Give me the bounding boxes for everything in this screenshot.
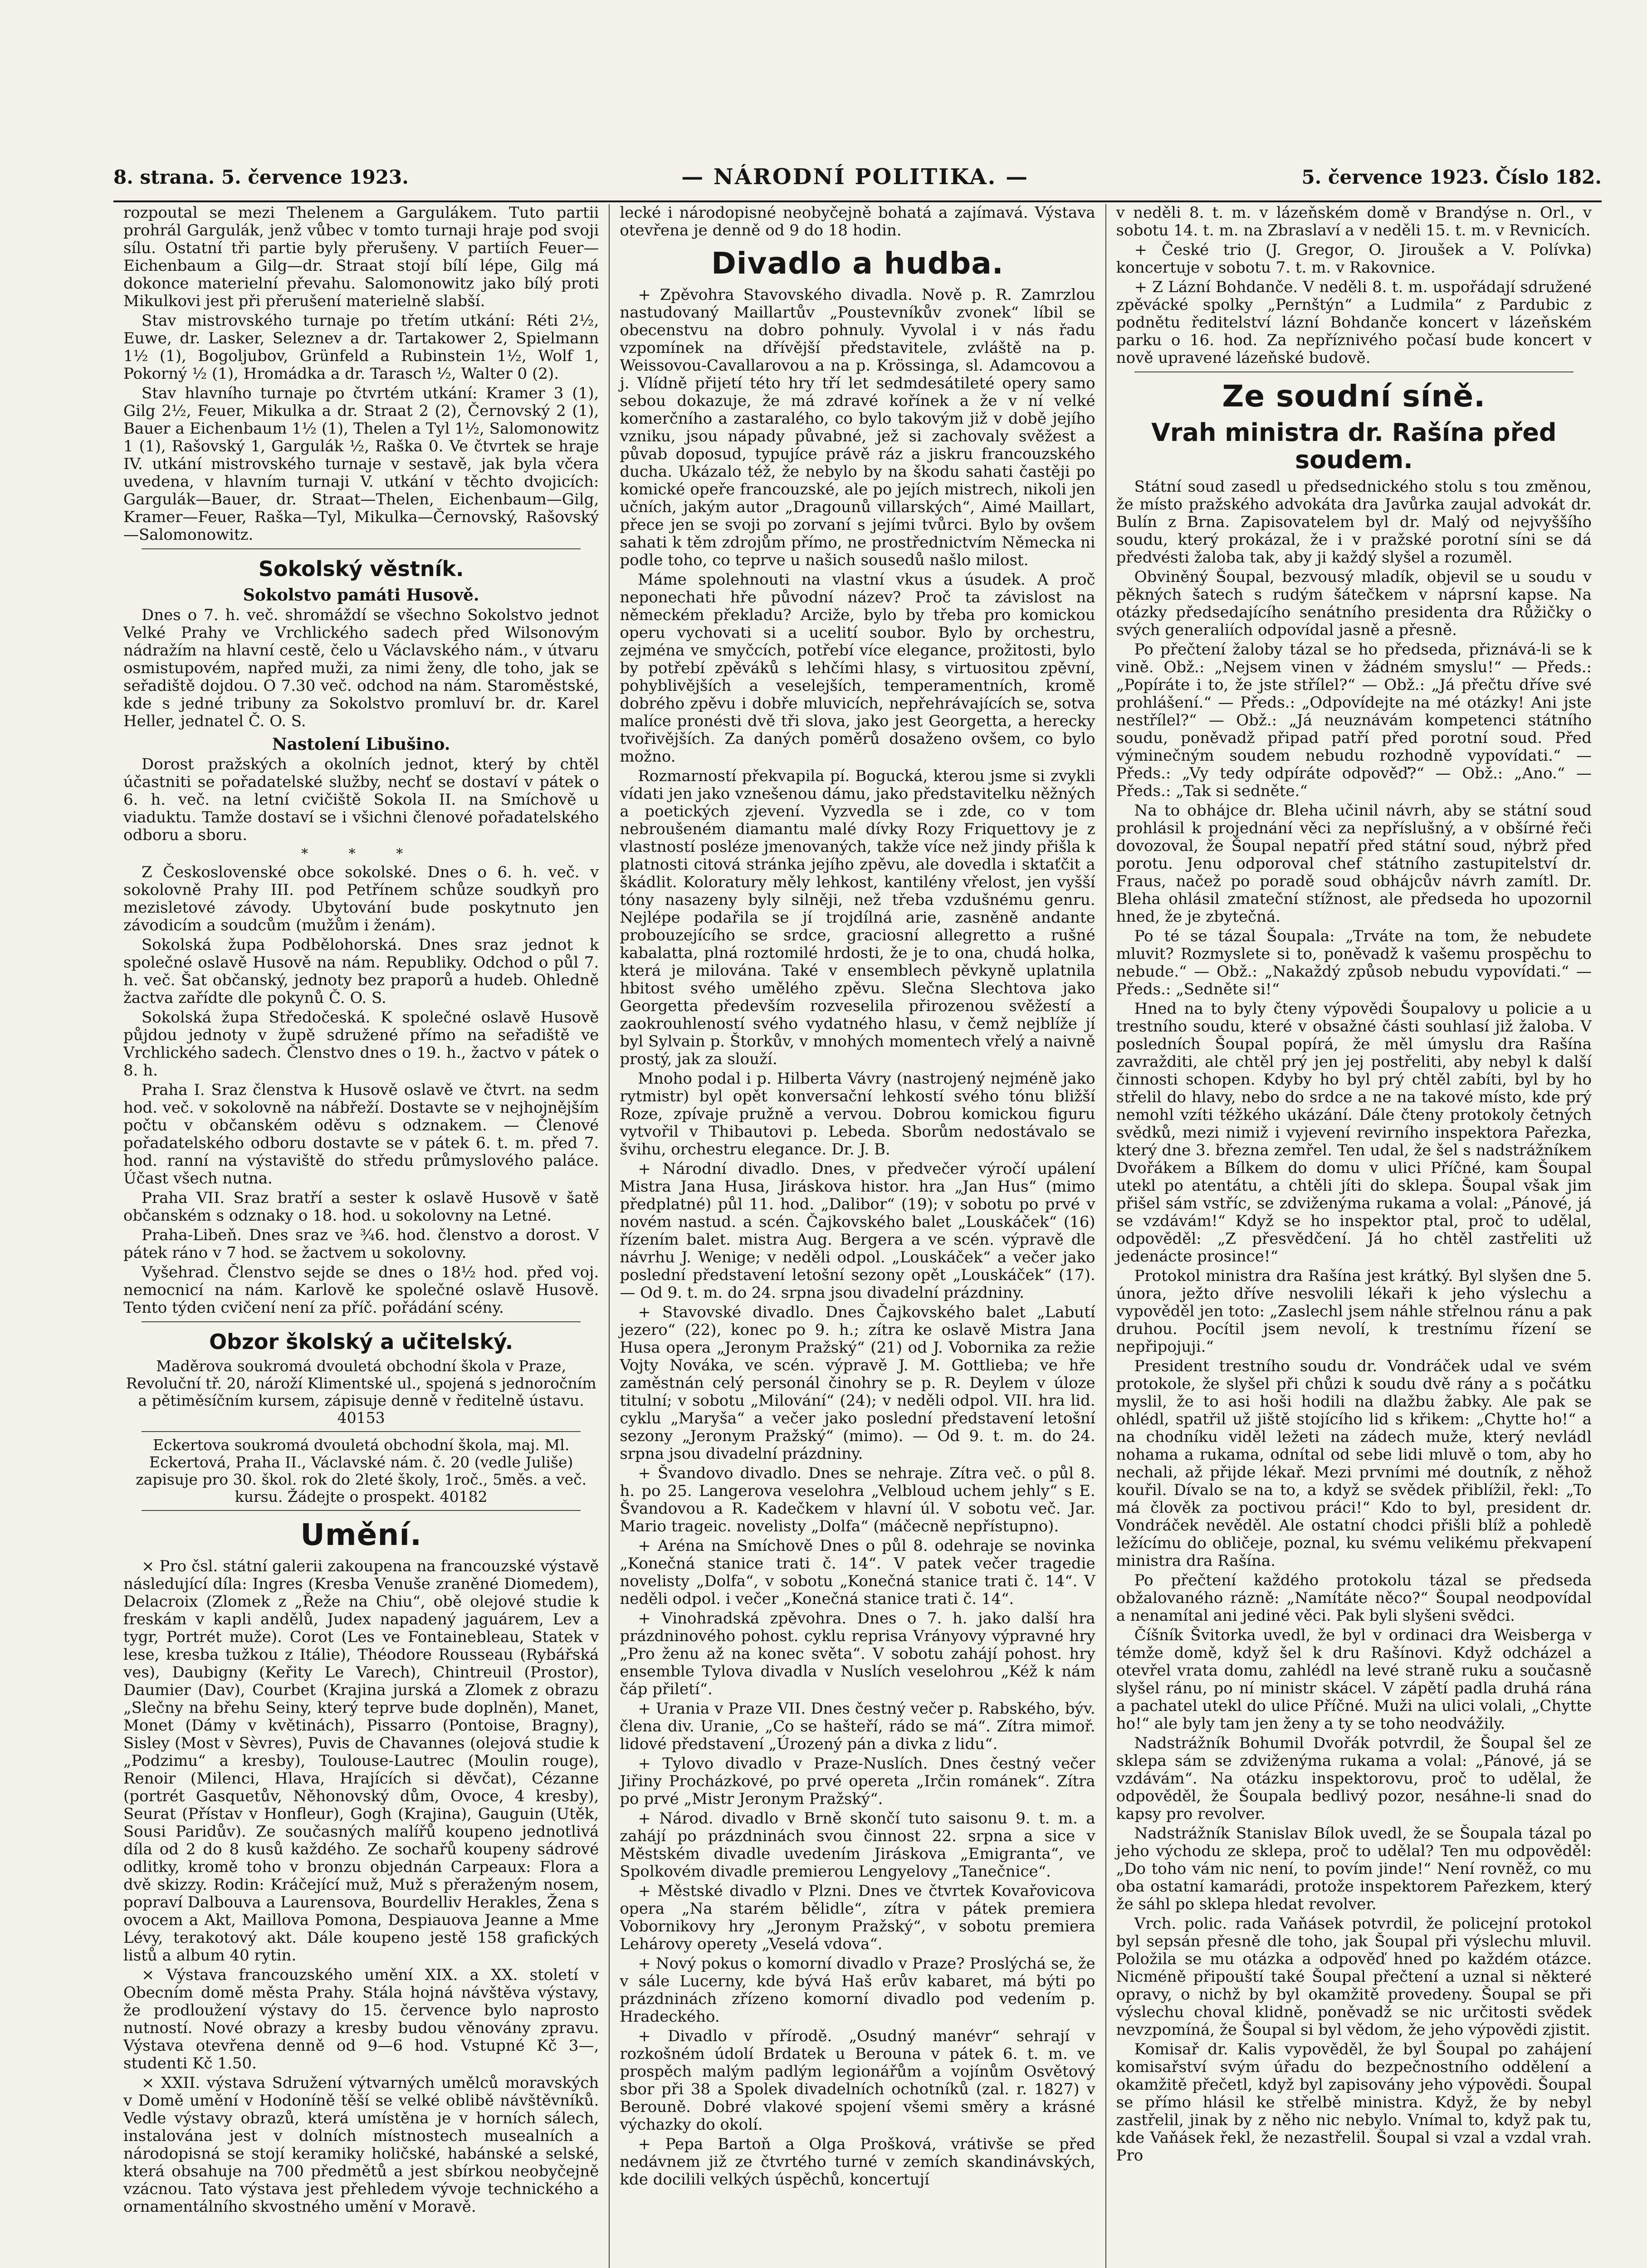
vysehrad-paragraph: Vyšehrad. Členstvo sejde se dnes o 18½ hod. před voj. nemocnicí na nám. Karlově ke společné oslavě Husově. Tento týden cvičení není za příč. pořádání scény. xyxy=(123,1263,599,1317)
umeni-paragraph-1: × Pro čsl. státní galerii zakoupena na francouzské výstavě následující díla: Ingres (Kresba Venuše zraněné Diomedem), Delacroix (Zlomek z „Řeže na Chiu“, obě olejové studie k freskám v kapli andělů, Judex napadený jaguárem, Lev a tygr, Portrét muže). Corot (Les ve Fontainebleau, Statek v lese, kresba tužkou z Itálie), Théodore Rousseau (Rybářská ves), Daubigny (Keřity Le Varech), Chintreuil (Prostor), Daumier (Dav), Courbet (Krajina jurská a Zlomek z obrazu „Slečny na břehu Seiny, který teprve bude doplněn), Manet, Monet (Dámy v květinách), Pissarro (Pontoise, Bragny), Sisley (Most v Sèvres), Puvis de Chavannes (olejová studie k „Podzimu“ a kresby), Toulouse-Lautrec (Moulin rouge), Renoir (Milenci, Hlava, Hrajících si děvčat), Cézanne (portrét Gasquetův, Něhonovský dům, Ovoce, 4 kresby), Seurat (Přístav v Honfleur), Gogh (Krajina), Gauguin (Utěk, Sousi Paridův). Ze současných malířů koupeno jednotlivá díla od 2 do 8 kusů každého. Ze sochařů koupeny sádrové odlitky, kromě toho v bronzu objednán Carpeaux: Flora a dvě skizzy. Rodin: Kráčející muž, Muž s přeraženým nosem, popraví Dalbouva a Laurensova, Bourdelliv Herakles, Žena s ovocem a Akt, Maillova Pomona, Despiauova Jeanne a Mme Lévy, terakotový akt. Dále koupeno jestě 158 grafických listů a album 40 rytin. xyxy=(123,1557,599,1965)
podbelohorska-paragraph: Sokolská župa Podbělohorská. Dnes sraz jednot k společné oslavě Husově na nám. Republiky. Odchod o půl 7. h. več. Šat občanský, jednoty bez praporů a hudeb. Ohledně žactva zařídte dle pokynů Č. O. S. xyxy=(123,936,599,1007)
zpevohra-paragraph-4: Mnoho podal i p. Hilberta Vávry (nastrojený nejméně jako rytmistr) byl opět konversační lehkostí svého tónu bližší Roze, zpívaje pružně a vervou. Dobrou komickou figuru vytvořil v Thibautovi p. Lebeda. Sborům nedostávalo se švihu, orchestru elegance. Dr. J. B. xyxy=(620,1070,1095,1158)
soud-paragraph-5: Po té se tázal Šoupala: „Trváte na tom, že nebudete mluvit? Rozmyslete si to, poněvadž k vašemu prospěchu to nebude.“ — Obž.: „Nakaždý způsob nebudu vypovídati.“ — Předs.: „Sedněte si!“ xyxy=(1116,927,1592,998)
soud-paragraph-11: Nadstrážník Bohumil Dvořák potvrdil, že Šoupal šel ze sklepa sám se zdviženýma rukama a volal: „Pánové, já se vzdávám“. Na otázku inspektorovu, proč to udělal, že odpověděl, že Šoupala bedlivý pozor, nesáhne-li snad do kapsy pro revolver. xyxy=(1116,1734,1592,1823)
zpevohra-paragraph-2: Máme spolehnouti na vlastní vkus a úsudek. A proč neponechati hře původní název? Proč ta závislost na německém překladu? Arciže, bylo by třeba pro komickou operu vychovati si a ucelití soubor. Bylo by orchestru, zejména ve smyčcích, potřebí více elegance, prožitosti, bylo by potřebí zpěváků s lehčími hlasy, s virtuositou zpěvní, pohyblivějších a veselejších, temperamentních, kromě dobrého zpěvu i dobře mluvicích, nepřehrávajících se, sotva malíce pronésti dvě tři slova, jako jest Georgetta, a herecky tvořivějších. Za daných poměrů dosaženo ovšem, co bylo možno. xyxy=(620,571,1095,766)
header-left: 8. strana. 5. července 1923. xyxy=(113,166,409,188)
urania-paragraph: + Urania v Praze VII. Dnes čestný večer p. Rabského, býv. člena div. Uranie, „Co se hašteří, rádo se má“. Zítra mimoř. lidové představení „Úrozený pán a divka z lidu“. xyxy=(620,1700,1095,1753)
exhibition-tail: lecké i národopisné neobyčejně bohatá a zajímavá. Výstava otevřena je denně od 9 do 18 hodin. xyxy=(620,204,1095,240)
chess-report: rozpoutal se mezi Thelenem a Gargulákem. Tuto partii prohrál Gargulák, jenž vůbec v tomto turnaji hraje pod svoji sílu. Ostatní tři partie byly přerušeny. V partiích Feuer—Eichenbaum a Gilg—dr. Straat stojí bílí lépe, Gilg má dokonce materielní převahu. Salomonowitz jako bílý proti Mikulkovi jest při přerušení materielně slabší. xyxy=(123,204,599,310)
umeni-paragraph-3: × XXII. výstava Sdružení výtvarných umělců moravských v Domě umění v Hodoníně těší se velké oblibě návštěvníků. Vedle výstavy obrazů, která umístěna je v horních sálech, instalována jest v dolních místnostech musealních a národopisná se stojí keramiky holičské, habánské a selské, která obsahuje na 700 předmětů a jest sbírkou neobyčejně vzácnou. Tato výstava jest přehledem vývoje technického a ornamentálního skvostného umění v Moravě. xyxy=(123,2074,599,2216)
stars-divider: * * * xyxy=(301,846,421,862)
soud-paragraph-13: Vrch. polic. rada Vaňásek potvrdil, že policejní protokol byl sepsán přesně dle toho, jak Šoupal při výslechu mluvil. Položila se mu otázka a odpověď hned po každém otázce. Nicméně připouští také Šoupal přečtení a uznal si některé opravy, o nichž by byl okamžitě provedeny. Šoupal se při výslechu choval klidně, poněvadž se nic určitosti svědek nevzpomíná, že Šoupal si byl vědom, že jeho výpovědi zjistit. xyxy=(1116,1915,1592,2039)
sokol-subheading: Sokolstvo památi Husově. xyxy=(243,586,479,605)
tylovo-paragraph: + Tylovo divadlo v Praze-Nuslích. Dnes čestný večer Jiřiny Procházkové, po prvé opereta „Irčin románek“. Zítra po prvé „Mistr Jeronym Pražský“. xyxy=(620,1755,1095,1808)
sokol-heading: Sokolský věstník. xyxy=(258,557,464,581)
column-3 xyxy=(1106,204,1602,2268)
school-ad-madera: Maděrova soukromá dvouletá obchodní škola v Praze, Revoluční tř. 20, nároží Klimentské ul., spojená s jednoročním a pětiměsíčním kursem, zápisuje denně v ředitelně ústavu. 40153 xyxy=(126,1357,596,1427)
divider xyxy=(142,1510,581,1511)
praha1-paragraph: Praha I. Sraz členstva k Husově oslavě ve čtvrt. na sedm hod. več. v sokolovně na nábřeží. Dostavte se v nejhojnějším počtu v občanském oděvu s odznakem. — Členové pořadatelského odboru dostavte se v pátek 6. t. m. před 7. hod. ranní na výstaviště do středu průmyslového paláce. Účast všech nutna. xyxy=(123,1081,599,1188)
column-1 xyxy=(113,204,610,2268)
soud-paragraph-7: Protokol ministra dra Rašína jest krátký. Byl slyšen dne 5. února, ježto dříve nesvolili lékaři k jeho výslechu a vypověděl jen toto: „Zaslechl jsem náhle střelnou ránu a pak druhou. Pocítil jsem nevolí, k trestnímu řízení se nepřipojuji.“ xyxy=(1116,1267,1592,1356)
komorni-paragraph: + Nový pokus o komorní divadlo v Praze? Proslýchá se, že v sále Lucerny, kde bývá Haš erův kabaret, má býti po prázdninách zřízeno komorní divadlo pod vedením p. Hradeckého. xyxy=(620,1955,1095,2026)
bohdanec-paragraph: + Z Lázní Bohdanče. V neděli 8. t. m. uspořádají sdružené zpěvácké spolky „Pernštýn“ a Ludmila“ z Pardubic z podnětu ředitelství lázní Bohdanče koncert v lázeňském parku o 16. hod. Za nepříznivého počasí bude koncert v nově upravené lázeňské budově. xyxy=(1116,278,1592,367)
columns xyxy=(113,204,1602,2268)
umeni-paragraph-2: × Výstava francouzského umění XIX. a XX. století v Obecním domě města Prahy. Stála hojná návštěva výstavy, že prodloužení výstavy do 15. července bylo naprosto nutností. Nové obrazy a kresby budou věnovány zpravu. Výstava otevřena denně od 9—6 hod. Vstupné Kč 3—, studenti Kč 1.50. xyxy=(123,1966,599,2072)
divadlo-heading: Divadlo a hudba. xyxy=(711,246,1004,281)
pepa-bartone-paragraph: + Pepa Bartoň a Olga Prošková, vrátivše se před nedávnem již ze čtvrtého turné v zemích skandinávských, kde docilili velkých úspěchů, koncertují xyxy=(620,2135,1095,2189)
umeni-heading: Umění. xyxy=(300,1517,422,1552)
soud-paragraph-4: Na to obhájce dr. Bleha učinil návrh, aby se státní soud prohlásil k projednání věci za nepříslušný, a v obšírné řeči dovozoval, že Šoupal nepatří před státní soud, nýbrž před porotu. Jenu odporoval chef státního zastupitelství dr. Fraus, načež po poradě soud obhájcův návrh zamítl. Dr. Bleha ohlásil zmateční stížnost, ale předseda ho upozornil hned, že je zbytečná. xyxy=(1116,802,1592,926)
soud-paragraph-12: Nadstrážník Stanislav Bílok uvedl, že se Šoupala tázal po jeho východu ze sklepa, proč to udělal? Ten mu odpověděl: „Do toho vám nic není, to povím jinde!“ Není rovněž, co mu oba ostatní kamarádi, protože inspektorem Pařezkem, který že sáhl po sklepa hledat revolver. xyxy=(1116,1824,1592,1913)
soud-paragraph-1: Státní soud zasedl u předsednického stolu s tou změnou, že místo pražského advokáta dra Javůrka zaujal advokát dr. Bulín z Brna. Zapisovatelem byl dr. Malý od nejvyššího soudu, který prokázal, že i v pražské porotní síni se dá předvésti žaloba tak, aby ji každý slyšel a rozuměl. xyxy=(1116,478,1592,567)
divider xyxy=(142,1431,581,1432)
soud-paragraph-6: Hned na to byly čteny výpovědi Šoupalovy u policie a u trestního soudu, které v obsažné části souhlasí již žaloba. V posledních Šoupal popírá, že měl úmyslu dra Rašína zavražditi, ale chtěl prý jen jej postřeliti, aby nebyl k další činnosti schopen. Kdyby ho byl prý chtěl zabíti, byl by ho střelil do hlavy, nebo do srdce a ne na takové místo, kde prý nemohl vzíti téžkého ukázání. Dále čteny protokoly četných svědků, mezi nimiž i vyjevení revirního inspektora Pařezka, který dne 3. března zemřel. Ten udal, že šel s nadstrážníkem Dvořákem a Bílkem do domu v ulici Příčné, kam Šoupal utekl po atentátu, a chtěli jíti do sklepa. Šoupal však jim přišel sám vstříc, se zdviženýma rukama a volal: „Pánové, já se vzdávám!“ Když se ho inspektor ptal, proč to udělal, odpověděl: „Z přesvědčení. Já ho chtěl zastřeliti už jedenácte prosince!“ xyxy=(1116,1000,1592,1266)
soud-paragraph-10: Číšník Švitorka uvedl, že byl v ordinaci dra Weisberga v témže domě, když šel k dru Rašínovi. Když odcházel a otevřel vrata domu, zahlédl na levé straně ruku a současně slyšel ránu, po ní ministr skácel. V zápětí padla druhá rána a pachatel utekl do ulice Příčné. Muži na ulici volali, „Chytte ho!“ ale byly tam jen ženy a ty se toho neodvážily. xyxy=(1116,1626,1592,1733)
divider xyxy=(142,548,581,549)
soud-paragraph-9: Po přečtení každého protokolu tázal se předseda obžalovaného rázně: „Namítáte něco?“ Šoupal neodpovídal a nenamítal ani jediné věci. Pak byli slyšeni svědci. xyxy=(1116,1571,1592,1625)
column-2 xyxy=(610,204,1106,2268)
skolsky-heading: Obzor školský a učitelský. xyxy=(209,1330,513,1354)
soud-paragraph-8: President trestního soudu dr. Vondráček udal ve svém protokole, že slyšel při chůzi k soudu dvě rány a s počátku myslil, že to asi hoši hodili na dlažbu žabky. Ale pak se ohlédl, spatřil už jiště stojícího lid s křikem: „Chytte ho!“ a na chodníku viděl ležeti na zádech muže, který nevládl nohama a rukama, odnítal od sebe lidi mluvě o tom, aby ho nechali, až přijde lékař. Mezi prvními mé doutník, z něhož kouřil. Dívalo se na to, a když se svědek přiblížil, řekl: „To má člověk za poctivou práci!“ Kdo to byl, president dr. Vondráček nevěděl. Ale ostatní chodci přišli blíž a pohledě ležícímu do obličeje, poznal, ku svému velikému překvapení ministra dra Rašína. xyxy=(1116,1357,1592,1570)
header-right: 5. července 1923. Číslo 182. xyxy=(1301,166,1602,188)
csl-obec-paragraph: Z Československé obce sokolské. Dnes o 6. h. več. v sokolovně Prahy III. pod Petřínem schůze soudkyň pro mezisletové závody. Ubytování bude poskytnuto jen závodicím a soudcům (mužům i ženám). xyxy=(123,863,599,934)
masthead: — NÁRODNÍ POLITIKA. — xyxy=(681,164,1029,190)
plzen-paragraph: + Městské divadlo v Plzni. Dnes ve čtvrtek Kovařovicova opera „Na starém bělidle“, zítra v pátek premiera Vobornikovy hry „Jeronym Pražský“, v sobotu premiera Lehárovy operety „Veselá vdova“. xyxy=(620,1882,1095,1953)
zpevohra-paragraph-3: Rozmarností překvapila pí. Bogucká, kterou jsme si zvykli vídati jen jako vznešenou dámu, jako představitelku něžných a poetických zjevení. Vyzvedla se i zde, co v tom nebroušeném diamantu malé dívky Rozy Friquettovy je z vlastností posléze jmenovaných, takže více než jindy přišla k platnosti citová stránka jejího zpěvu, ale dovedla i sktaťčit a škádlit. Koloratury měly lehkost, kantilény vřelost, jen vyšší tóny nasazeny byly silněji, než třeba vzdušnému genru. Nejlépe podařila se jí trojdílná arie, zasněně andante probouzejícího se srdce, graciosní allegretto a rušné kabalatta, plná roztomilé hrdosti, že je to ona, chudá holka, která je milována. Také v ensemblech pěvkyně uplatnila hbitost svého umělého zpěvu. Slečna Slechtova jako Georgetta především rozveselila přirozenou svěžestí a zaokrouhleností svého vydatného hlasu, v čemž nejblíže jí byl Sylvain p. Štorkův, v mnohých momentech vřelý a naivně prostý, jak za slouží. xyxy=(620,767,1095,1068)
svandovo-divadlo-paragraph: + Švandovo divadlo. Dnes se nehraje. Zítra več. o půl 8. h. po 25. Langerova veselohra „Velbloud uchem jehly“ s E. Švandovou a R. Kadečkem v hlavní úl. V sobotu več. Jar. Mario trageic. novelisty „Dolfa“ (máčecně nepřístupno). xyxy=(620,1464,1095,1535)
praha7-paragraph: Praha VII. Sraz bratří a sester k oslavě Husově v šatě občanském s odznaky o 18. hod. u sokolovny na Letné. xyxy=(123,1189,599,1225)
header-rule xyxy=(113,200,1602,202)
ceske-trio-paragraph: + České trio (J. Gregor, O. Jiroušek a V. Polívka) koncertuje v sobotu 7. t. m. v Rakovnice. xyxy=(1116,241,1592,277)
chess-standings-master: Stav mistrovského turnaje po třetím utkání: Réti 2½, Euwe, dr. Lasker, Seleznev a dr. Tartakower 2, Spielmann 1½ (1), Bogoljubov, Grünfeld a Rubinstein 1½, Wolf 1, Pokorný ½ (1), Hromádka a dr. Tarasch ½, Walter 0 (2). xyxy=(123,312,599,383)
divider xyxy=(142,1321,581,1322)
school-ad-eckert: Eckertova soukromá dvouletá obchodní škola, maj. Ml. Eckertová, Praha II., Václavské nám. č. 20 (vedle Juliše) zapisuje pro 30. škol. rok do 2leté školy, 1roč., 5měs. a več. kursu. Žádejte o prospekt. 40182 xyxy=(136,1436,587,1505)
libusino-paragraph: Dorost pražských a okolních jednot, který by chtěl účastniti se pořadatelské služby, nechť se dostaví v pátek o 6. h. več. na letní cvičiště Sokola II. na Smíchově u viaduktu. Tamže dostaví se i všichni členové pořadatelského odboru a sboru. xyxy=(123,755,599,844)
vinohradska-paragraph: + Vinohradská zpěvohra. Dnes o 7. h. jako další hra prázdninového pohost. cyklu reprisa Vrányovy výpravné hry „Pro ženu až na konec světa“. V sobotu zahájí pohost. hry ensemble Tylova divadla v Nuslích veselohrou „Kéž k nám čáp přiletí“. xyxy=(620,1609,1095,1698)
narodni-divadlo-paragraph: + Národní divadlo. Dnes, v předvečer výročí upálení Mistra Jana Husa, Jiráskova histor. hra „Jan Hus“ (mimo předplatné) půl 11. hod. „Dalibor“ (19); v sobotu po prvé v novém nastud. a scén. Čajkovského balet „Louskáček“ (16) řízením balet. mistra Aug. Bergera a ve scén. výpravě dle návrhu J. Wenige; v neděli odpol. „Louskáček“ a večer jako poslední představení letošní sezony opět „Louskáček“ (17). — Od 9. t. m. do 24. srpna jsou divadelní prázdniny. xyxy=(620,1160,1095,1302)
stavovske-divadlo-paragraph: + Stavovské divadlo. Dnes Čajkovského balet „Labutí jezero“ (22), konec po 9. h.; zítra ke oslavě Mistra Jana Husa opera „Jeronym Pražský“ (21) od J. Vobornika za režie Vojty Nováka, ve scén. výpravě J. M. Gottlieba; ve hře zaměstnán celý personál činohry se p. R. Deylem v úloze titulní; v sobotu „Milování“ (24); v neděli odpol. VII. hra lid. cyklu „Maryša“ a večer jako poslední představení letošní sezony „Jeronym Pražský“ (mimo). — Od 9. t. m. do 24. srpna jsou divadelní prázdniny. xyxy=(620,1303,1095,1463)
divider xyxy=(1134,371,1574,372)
soud-paragraph-2: Obviněný Šoupal, bezvousý mladík, objevil se u soudu v pěkných šatech s rudým šátečkem v náprsní kapse. Na otázky předsedajícího senátního presidenta dra Růžičky o svých generaliích odpovídal jasně a přesně. xyxy=(1116,568,1592,639)
libusino-subheading: Nastolení Libušino. xyxy=(272,735,450,754)
page-header xyxy=(113,156,1602,197)
soud-paragraph-3: Po přečtení žaloby tázal se ho předseda, přiznává-li se k vině. Obž.: „Nejsem vinen v žádném smyslu!“ — Předs.: „Popíráte i to, že jste střílel?“ — Obž.: „Já přečtu dříve své prohlášení.“ — Předs.: „Odpovídejte na mé otázky! Ani jste nestřílel?“ — Obž.: „Já neuznávám kompetenci státního soudu, poněvadž připad patří před porotní soud. Před výminečným soudem nebudu rozhodně vypovídati.“ — Předs.: „Vy tedy odpíráte odpověď?“ — Obž.: „Ano.“ — Předs.: „Tak si sedněte.“ xyxy=(1116,640,1592,800)
priroda-paragraph: + Divadlo v přírodě. „Osudný manévr“ sehrají v rozkošném údolí Brdatek u Berouna v pátek 6. t. m. ve prospěch malým padlým legionářům a vojínům Osvětový sbor při 38 a Spolek divadelních ochotníků (zal. r. 1827) v Berouně. Dobré vlakové spojení všemi směry a krásné výchazky do okolí. xyxy=(620,2027,1095,2134)
stredoceska-paragraph: Sokolská župa Středočeská. K společné oslavě Husově půjdou jednoty v župě sdružené přímo na seřadiště ve Vrchlického sadech. Členstvo dnes o 19. h., žactvo v pátek o 8. h. xyxy=(123,1008,599,1080)
arena-paragraph: + Aréna na Smíchově Dnes o půl 8. odehraje se novinka „Konečná stanice trati č. 14“. V patek večer tragedie novelisty „Dolfa“, v sobotu „Konečná stanice trati č. 14“. V neděli odpol. i večer „Konečná stanice trati č. 14“. xyxy=(620,1537,1095,1608)
soud-heading: Ze soudní síně. xyxy=(1222,379,1486,414)
concert-tail: v neděli 8. t. m. v lázeňském domě v Brandýse n. Orl., v sobotu 14. t. m. na Zbraslaví a v neděli 15. t. m. v Revnicích. xyxy=(1116,204,1592,240)
soud-paragraph-14: Komisař dr. Kalis vypověděl, že byl Šoupal po zahájení komisařství svým úřadu do bezpečnostního oddělení a okamžitě přečetl, když byl zapisovány jeho výpovědi. Šoupal se přímo hlásil ke střelbě ministra. Když, že by nebyl zastřelil, jinak by z něho nic nebylo. Vnímal to, když pak tu, kde Vaňásek řekl, že nezastřelil. Šoupal si vzal a vzdal vrah. Pro xyxy=(1116,2040,1592,2165)
zpevohra-paragraph-1: + Zpěvohra Stavovského divadla. Nově p. R. Zamrzlou nastudovaný Maillartův „Poustevníkův zvonek“ líbil se obecenstvu na dobro pohnuly. Vyvolal i v nás řadu vzpomínek na dřívější představitele, zvláště na p. Weissovou-Cavallarovou a na p. Krössinga, sl. Adamcovou a j. Vlídně přijetí této hry tří let sedmdesátileté opery samo sebou dokazuje, že má zdravé kořínek a že v ní velké komerčního a zastaralého, co bylo takovým již v době jejího vzniku, jsou nápady půvabné, jež si zachovaly svěžest a půvab doposud, typujíce právě ráz a jiskru francouzského ducha. Ukázalo též, že nebylo by na škodu sahati častěji po komické opeře francouzské, ale po jejích mistrech, nikoli jen učních, jakým autor „Dragounů villarských“, Aimé Maillart, přece jen se svoji po zorvaní s jejími tvůrci. Bylo by ovšem sahati k těm zdrojům přímo, ne prostřednictvím Německa ni podle toho, co teprve u našich sousedů našlo milost. xyxy=(620,286,1095,569)
chess-standings-main: Stav hlavního turnaje po čtvrtém utkání: Kramer 3 (1), Gilg 2½, Feuer, Mikulka a dr. Straat 2 (2), Černovský 2 (1), Bauer a Eichenbaum 1½ (1), Thelen a Tyl 1½, Salomonowitz 1 (1), Rašovský 1, Gargulák ½, Raška 0. Ve čtvrtek se hraje IV. utkání mistrovského turnaje v sestavě, jak byla včera uvedena, v hlavním turnaji V. utkání v těchto dvojicích: Gargulák—Bauer, dr. Straat—Thelen, Eichenbaum—Gilg, Kramer—Feuer, Raška—Tyl, Mikulka—Černovský, Rašovský—Salomonowitz. xyxy=(123,384,599,544)
praha-liben-paragraph: Praha-Libeň. Dnes sraz ve ¾6. hod. členstvo a dorost. V pátek ráno v 7 hod. se žactvem u sokolovny. xyxy=(123,1226,599,1262)
article-title: Vrah ministra dr. Rašína před soudem. xyxy=(1151,418,1557,474)
brno-paragraph: + Národ. divadlo v Brně skončí tuto saisonu 9. t. m. a zahájí po prázdninách svou činnost 22. srpna a sice v Městském divadle uvedením Jiráskova „Emigranta“, ve Spolkovém divadle premierou Lengyelovy „Tanečnice“. xyxy=(620,1809,1095,1881)
sokol-paragraph: Dnes o 7. h. več. shromáždí se všechno Sokolstvo jednot Velké Prahy ve Vrchlického sadech před Wilsonovým nádražím na hlavní cestě, čelo u Václavského nám., v útvaru osmistupovém, napřed muži, za nimi ženy, dle toho, jak se seřadiště dojdou. O 7.30 več. odchod na nám. Staroměstské, kde s jedné tribuny za Sokolstvo promluví br. dr. Karel Heller, jednatel Č. O. S. xyxy=(123,606,599,730)
